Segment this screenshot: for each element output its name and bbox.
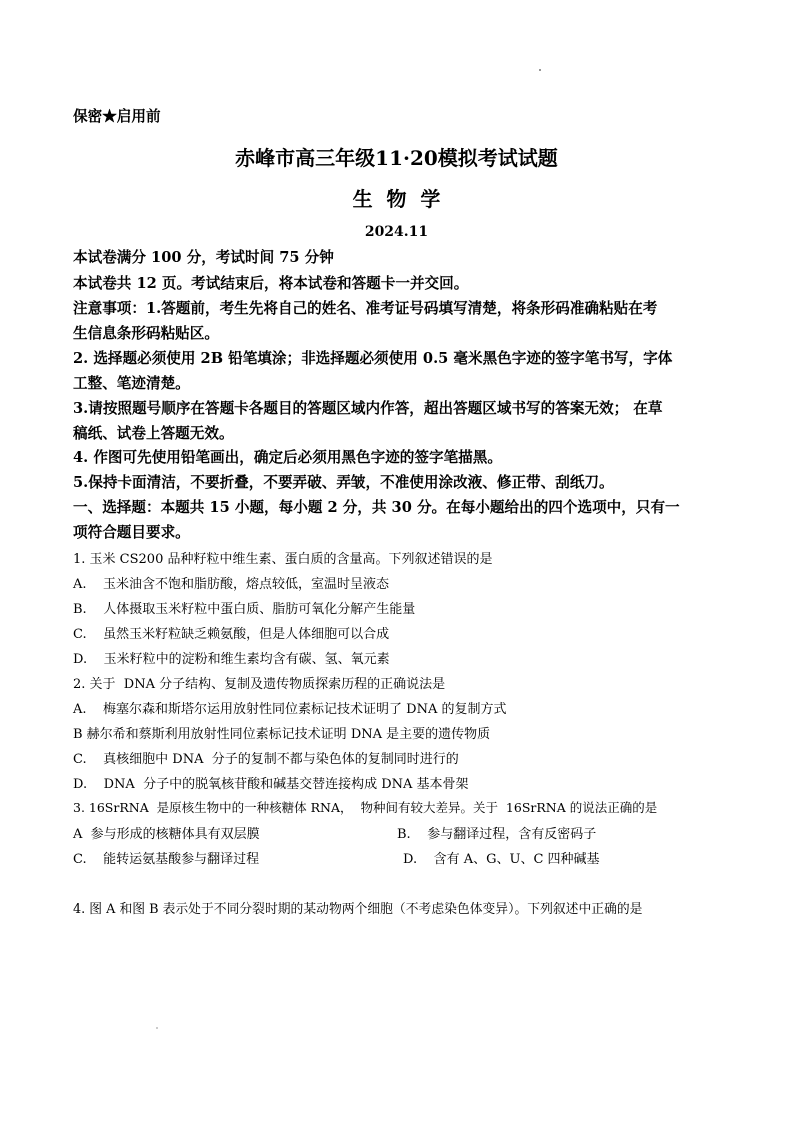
question-2-option-b: B 赫尔希和蔡斯利用放射性同位素标记技术证明 DNA 是主要的遗传物质 (73, 727, 491, 742)
question-1-option-d: D. 玉米籽粒中的淀粉和维生素均含有碳、氢、氧元素 (73, 652, 390, 667)
question-3-option-a: A 参与形成的核糖体具有双层膜 (73, 827, 260, 842)
exam-info-score: 本试卷满分 100 分，考试时间 75 分钟 (73, 249, 334, 266)
question-2-option-d: D. DNA 分子中的脱氧核苷酸和碱基交替连接构成 DNA 基本骨架 (73, 777, 469, 792)
note-1-line-2: 生信息条形码粘贴区。 (73, 325, 219, 342)
question-2-stem: 2. 关于 DNA 分子结构、复制及遗传物质探索历程的正确说法是 (73, 677, 446, 692)
question-2-option-a: A. 梅塞尔森和斯塔尔运用放射性同位素标记技术证明了 DNA 的复制方式 (73, 702, 507, 717)
scan-dot (156, 1027, 158, 1029)
exam-date: 2024.11 (364, 224, 429, 240)
confidential-label: 保密★启用前 (73, 108, 161, 125)
note-4: 4. 作图可先使用铅笔画出，确定后必须用黑色字迹的签字笔描黑。 (73, 449, 502, 466)
note-2-line-2: 工整、笔迹清楚。 (73, 375, 190, 392)
note-3-line-1: 3.请按照题号顺序在答题卡各题目的答题区域内作答，超出答题区域书写的答案无效； 在草 (73, 400, 663, 417)
question-2-option-c: C. 真核细胞中 DNA 分子的复制不都与染色体的复制同时进行的 (73, 752, 459, 767)
page-title: 赤峰市高三年级11·20模拟考试试题 (235, 146, 558, 170)
subject-title: 生 物 学 (352, 187, 441, 211)
note-5: 5.保持卡面清洁，不要折叠，不要弄破、弄皱，不准使用涂改液、修正带、刮纸刀。 (73, 474, 614, 491)
question-1-option-b: B. 人体摄取玉米籽粒中蛋白质、脂肪可氧化分解产生能量 (73, 602, 416, 617)
question-3-option-b: B. 参与翻译过程，含有反密码子 (397, 827, 597, 842)
section-heading-line-2: 项符合题目要求。 (73, 524, 190, 541)
question-4-stem: 4. 图 A 和图 B 表示处于不同分裂时期的某动物两个细胞（不考虑染色体变异）。下列叙述中正确的是 (73, 902, 643, 917)
note-2-line-1: 2. 选择题必须使用 2B 铅笔填涂；非选择题必须使用 0.5 毫米黑色字迹的签字笔书写，字体 (73, 350, 673, 367)
scan-dot (539, 69, 541, 71)
question-1-option-c: C. 虽然玉米籽粒缺乏赖氨酸，但是人体细胞可以合成 (73, 627, 390, 642)
question-1-option-a: A. 玉米油含不饱和脂肪酸，熔点较低，室温时呈液态 (73, 577, 390, 592)
section-heading-line-1: 一、选择题：本题共 15 小题，每小题 2 分，共 30 分。在每小题给出的四个选项中，只有一 (73, 499, 680, 516)
exam-info-pages: 本试卷共 12 页。考试结束后，将本试卷和答题卡一并交回。 (73, 275, 469, 292)
question-1-stem: 1. 玉米 CS200 品种籽粒中维生素、蛋白质的含量高。下列叙述错误的是 (73, 552, 493, 567)
note-1-line-1: 注意事项：1.答题前，考生先将自己的姓名、准考证号码填写清楚，将条形码准确粘贴在考 (73, 300, 658, 317)
question-3-option-c: C. 能转运氨基酸参与翻译过程 (73, 852, 260, 867)
question-3-option-d: D. 含有 A、G、U、C 四种碱基 (403, 852, 600, 867)
note-3-line-2: 稿纸、试卷上答题无效。 (73, 425, 234, 442)
question-3-stem: 3. 16SrRNA 是原核生物中的一种核糖体 RNA， 物种间有较大差异。关于 16SrRNA 的说法正确的是 (73, 800, 658, 815)
